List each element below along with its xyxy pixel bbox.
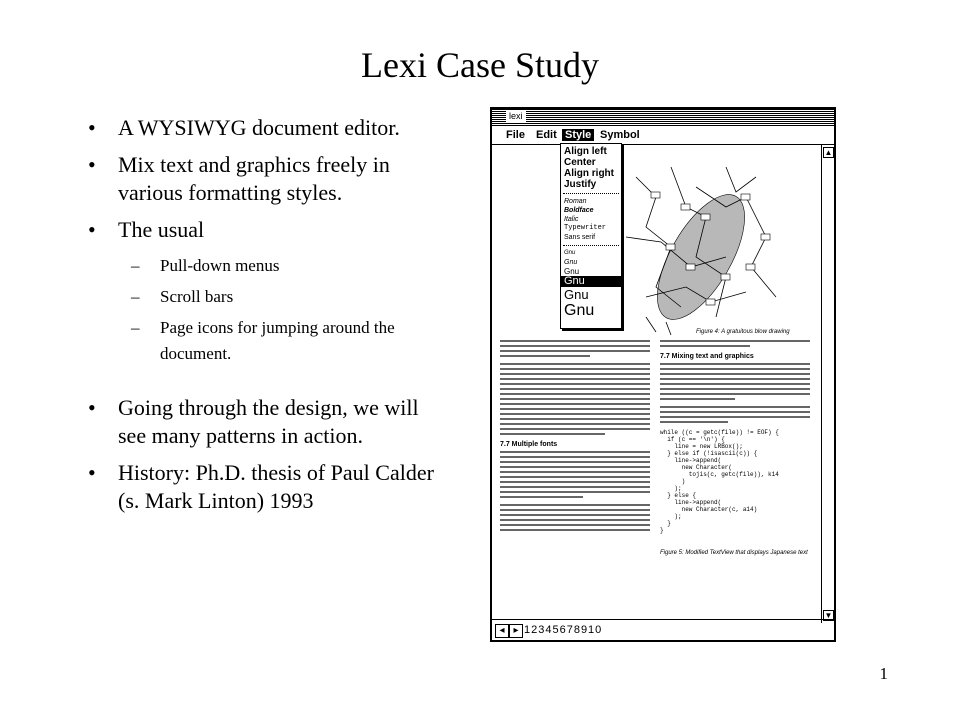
menu-separator (563, 245, 619, 246)
page-forward-icon[interactable]: ▸ (509, 624, 523, 638)
sub-bullet-item (88, 284, 448, 310)
sub-bullet-item (88, 253, 448, 279)
slide-page-number: 1 (879, 664, 888, 683)
bullet-item (88, 216, 448, 244)
text-column-left (500, 337, 650, 534)
menu-item-align-right[interactable]: Align right (564, 168, 614, 179)
bullet-text: The usual (118, 217, 205, 242)
document-area (496, 147, 816, 621)
menu-bar (492, 126, 834, 145)
menu-item-roman[interactable]: Roman (564, 198, 587, 205)
bullet-text: Going through the design, we will see many patterns in action. (118, 395, 419, 448)
scroll-up-icon[interactable]: ▲ (824, 148, 833, 157)
menu-item-italic[interactable]: Italic (564, 216, 579, 223)
sub-bullet-text: Pull-down menus (160, 256, 280, 275)
window-title: lexi (506, 110, 526, 122)
menu-style[interactable]: Style (562, 129, 594, 141)
section-heading: 7.7 Multiple fonts (500, 441, 558, 448)
code-listing: while ((c = getc(file)) != EOF) { if (c == '\n') { line = new LRBox(); } else if (!isascii(c)) { line->append( new Character( tojis(c, getc(file)), k14 ) ); } else { line->append( new Character(c, a14) ); } } (660, 429, 779, 534)
menu-item-size-1[interactable]: Gnu (564, 250, 576, 256)
bullet-dot: • (88, 152, 96, 177)
menu-item-justify[interactable]: Justify (564, 179, 597, 190)
bullet-item (88, 151, 448, 207)
figure-blob-drawing (496, 147, 816, 337)
spacer (88, 372, 448, 394)
bullet-dot: • (88, 217, 96, 242)
menu-item-size-4[interactable]: Gnu (561, 276, 621, 287)
sub-bullet-item (88, 315, 448, 367)
bullet-dot: • (88, 115, 96, 140)
bullet-item (88, 114, 448, 142)
menu-item-typewriter[interactable]: Typewriter (564, 224, 607, 232)
slide-title: Lexi Case Study (361, 45, 599, 85)
sub-bullet-dash: – (131, 256, 140, 275)
menu-item-size-5[interactable]: Gnu (564, 287, 589, 302)
menu-item-sans-serif[interactable]: Sans serif (564, 234, 596, 241)
text-column-right (660, 337, 810, 556)
bullet-dot: • (88, 395, 96, 420)
bullet-text: Mix text and graphics freely in various formatting styles. (118, 152, 390, 205)
menu-item-size-2[interactable]: Gnu (564, 259, 578, 266)
menu-item-align-left[interactable]: Align left (564, 146, 607, 157)
menu-file[interactable]: File (506, 129, 525, 141)
sub-bullet-text: Scroll bars (160, 287, 234, 306)
bullet-text: A WYSIWYG document editor. (118, 115, 400, 140)
bullet-dot: • (88, 460, 96, 485)
sub-bullet-dash: – (131, 287, 140, 306)
menu-item-center[interactable]: Center (564, 157, 596, 168)
graph-blob (640, 181, 762, 332)
page-back-icon[interactable]: ◂ (495, 624, 509, 638)
sub-bullet-text: Page icons for jumping around the document. (160, 318, 395, 363)
figure4-caption: Figure 4: A gratuitous blow drawing (696, 329, 790, 335)
scroll-down-icon[interactable]: ▼ (824, 611, 833, 620)
menu-edit[interactable]: Edit (536, 129, 557, 141)
menu-item-size-6[interactable]: Gnu (564, 302, 595, 319)
menu-item-size-3[interactable]: Gnu (564, 267, 580, 276)
style-dropdown-menu (560, 143, 622, 329)
menu-item-boldface[interactable]: Boldface (564, 207, 594, 214)
section-heading: 7.7 Mixing text and graphics (660, 353, 754, 360)
figure5-caption: Figure 5: Modified TextView that displays Japanese text (660, 550, 808, 556)
bullet-item (88, 459, 448, 515)
bullet-item (88, 394, 448, 450)
sub-bullet-dash: – (131, 318, 140, 337)
page-icon-bar (492, 619, 834, 640)
vertical-scrollbar[interactable] (821, 145, 834, 623)
menu-separator (563, 193, 619, 194)
bullet-list (88, 114, 448, 524)
window-titlebar (492, 109, 834, 126)
page-number-icons[interactable]: 12345678910 (524, 624, 603, 636)
lexi-screenshot (490, 107, 836, 642)
bullet-text: History: Ph.D. thesis of Paul Calder (s. Mark Linton) 1993 (118, 460, 434, 513)
menu-symbol[interactable]: Symbol (600, 129, 640, 141)
